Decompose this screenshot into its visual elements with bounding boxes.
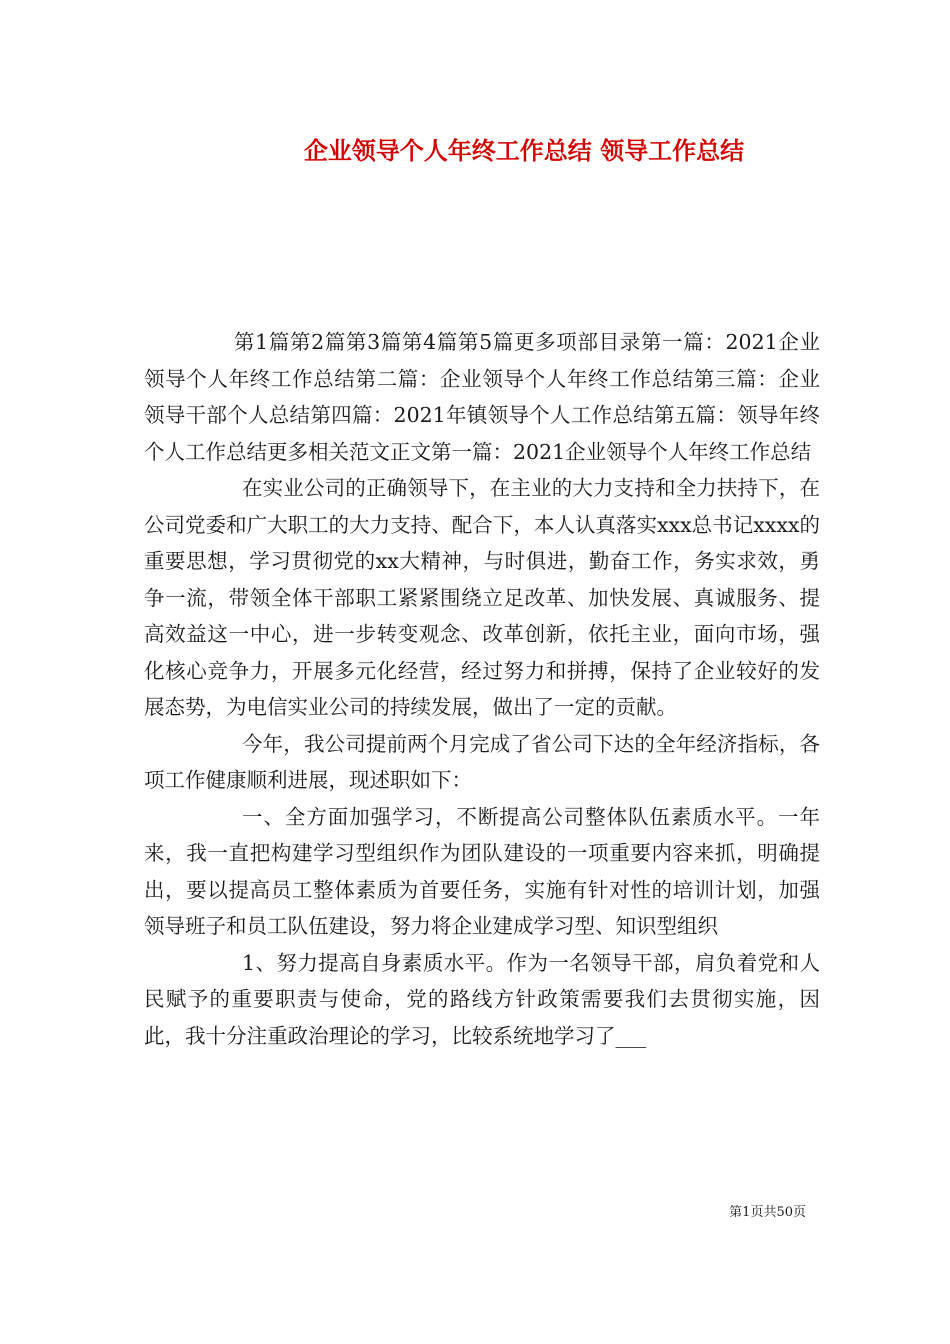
paragraph: 一、全方面加强学习，不断提高公司整体队伍素质水平。一年来，我一直把构建学习型组织作为团队建设的一项重要内容来抓，明确提出，要以提高员工整体素质为首要任务，实施有针对性的培训计划，加强领导班子和员工队伍建设，努力将企业建成学习型、知识型组织 xyxy=(144,804,820,938)
paragraph: 1、努力提高自身素质水平。作为一名领导干部，肩负着党和人民赋予的重要职责与使命，党的路线方针政策需要我们去贯彻实施，因此，我十分注重政治理论的学习，比较系统地学习了___ xyxy=(144,950,820,1048)
page-number-footer: 第1页共50页 xyxy=(729,1205,806,1220)
paragraph: 在实业公司的正确领导下，在主业的大力支持和全力扶持下，在公司党委和广大职工的大力支持、配合下，本人认真落实xxx总书记xxxx的重要思想，学习贯彻党的xx大精神，与时俱进，勤奋工作，务实求效，勇争一流，带领全体干部职工紧紧围绕立足改革、加快发展、真诚服务、提高效益这一中心，进一步转变观念、改革创新，依托主业，面向市场，强化核心竞争力，开展多元化经营，经过努力和拼搏，保持了企业较好的发展态势，为电信实业公司的持续发展，做出了一定的贡献。 xyxy=(144,476,820,719)
paragraph: 今年，我公司提前两个月完成了省公司下达的全年经济指标，各项工作健康顺利进展，现述职如下： xyxy=(144,731,820,792)
document-title: 企业领导个人年终工作总结 领导工作总结 xyxy=(303,136,745,165)
table-of-contents: 第1篇第2篇第3篇第4篇第5篇更多项部目录第一篇：2021企业领导个人年终工作总结第二篇：企业领导个人年终工作总结第三篇：企业领导干部个人总结第四篇：2021年镇领导个人工作总结第五篇：领导年终个人工作总结更多相关范文正文第一篇：2021企业领导个人年终工作总结 xyxy=(144,330,820,464)
document-body xyxy=(144,324,820,1054)
